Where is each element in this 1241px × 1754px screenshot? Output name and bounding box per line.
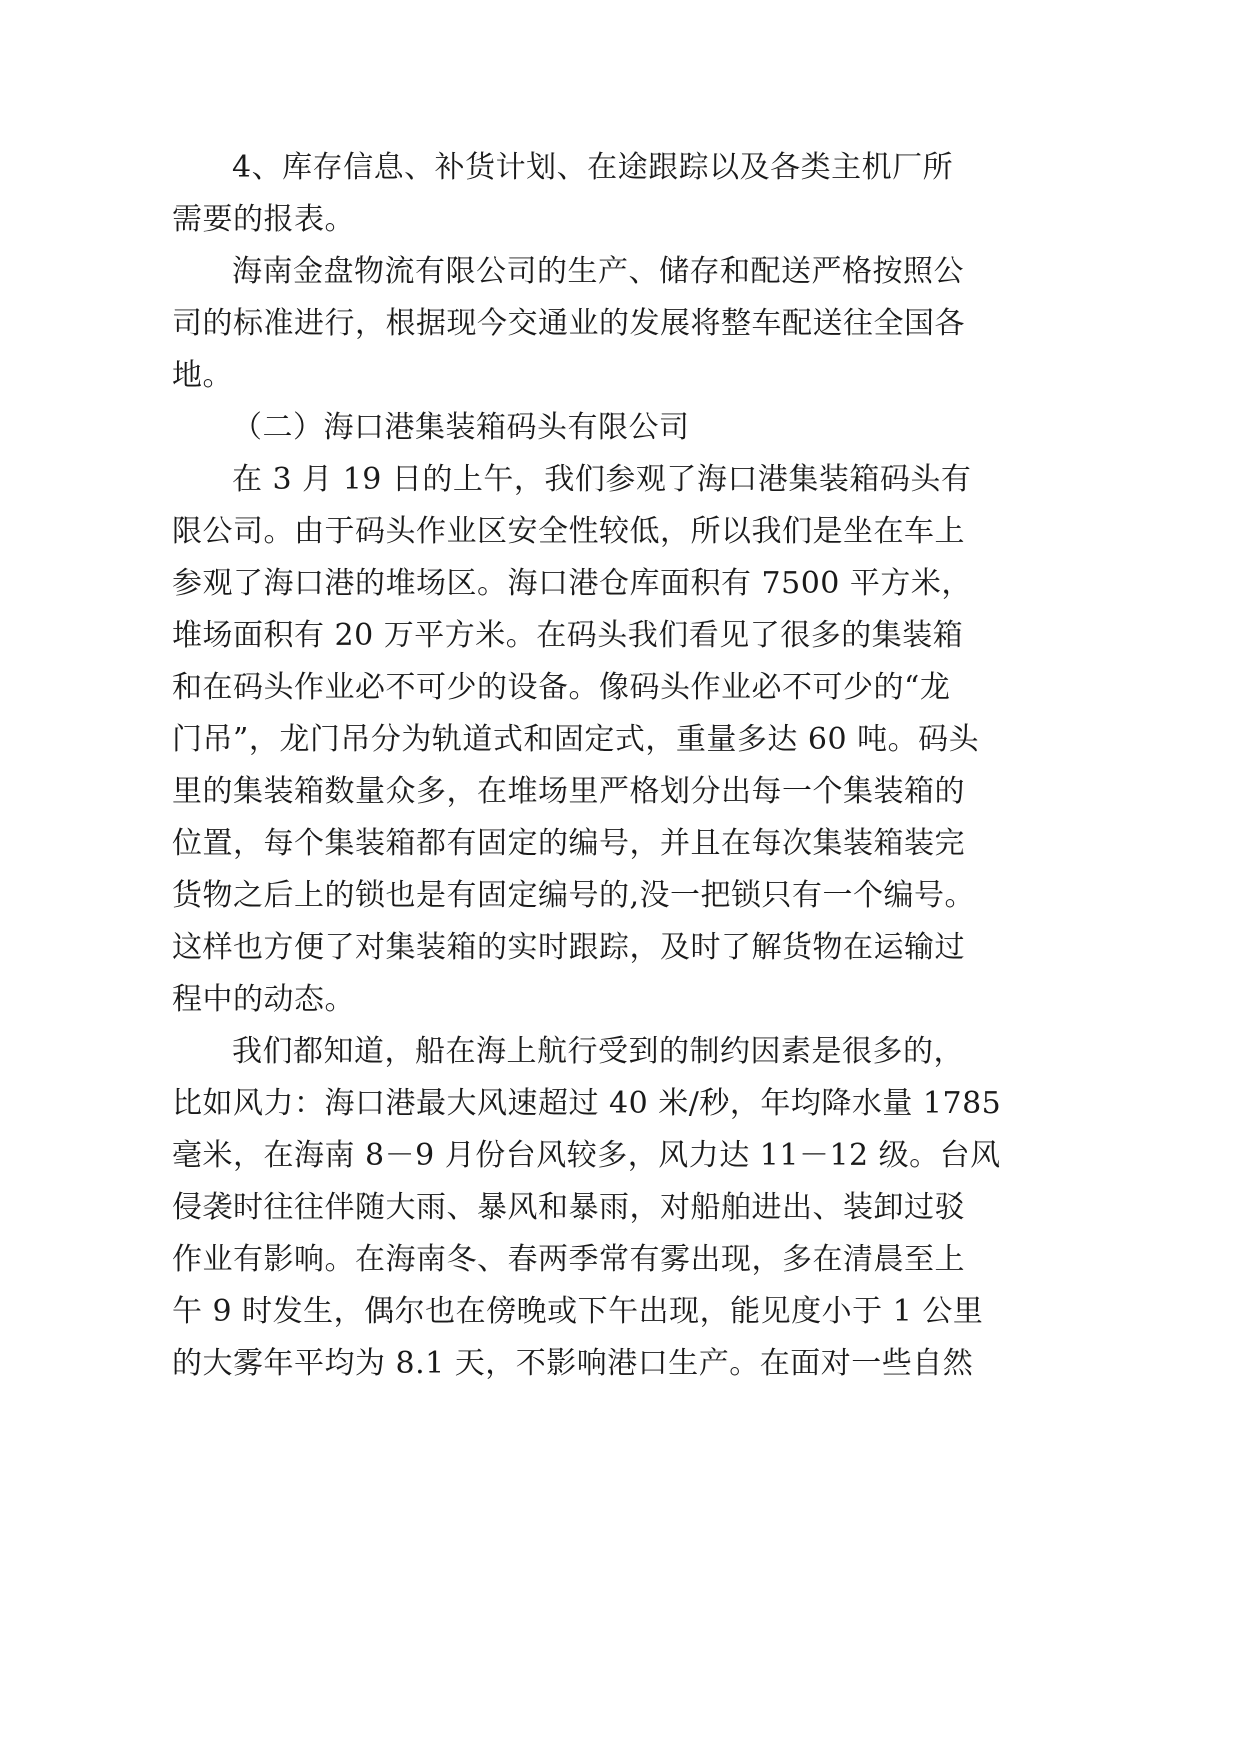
text-line: 司的标准进行，根据现今交通业的发展将整车配送往全国各 — [172, 306, 965, 341]
text-line: 和在码头作业必不可少的设备。像码头作业必不可少的“龙 — [172, 670, 951, 705]
text-line: 地。 — [172, 358, 233, 393]
text-line: 的大雾年平均为 8.1 天，不影响港口生产。在面对一些自然 — [172, 1346, 974, 1381]
text-line: 参观了海口港的堆场区。海口港仓库面积有 7500 平方米， — [172, 566, 972, 601]
text-line: 侵袭时往往伴随大雨、暴风和暴雨，对船舶进出、装卸过驳 — [172, 1190, 965, 1225]
text-line: 里的集装箱数量众多，在堆场里严格划分出每一个集装箱的 — [172, 774, 965, 809]
text-line: 在 3 月 19 日的上午，我们参观了海口港集装箱码头有 — [232, 462, 972, 497]
text-line: 位置，每个集装箱都有固定的编号，并且在每次集装箱装完 — [172, 826, 965, 861]
text-line: 这样也方便了对集装箱的实时跟踪，及时了解货物在运输过 — [172, 930, 965, 965]
text-line: 限公司。由于码头作业区安全性较低，所以我们是坐在车上 — [172, 514, 965, 549]
text-line: 4、库存信息、补货计划、在途跟踪以及各类主机厂所 — [232, 150, 954, 185]
text-line: 毫米，在海南 8－9 月份台风较多，风力达 11－12 级。台风 — [172, 1138, 1001, 1173]
text-line: 海南金盘物流有限公司的生产、储存和配送严格按照公 — [232, 254, 964, 289]
text-line: 门吊”，龙门吊分为轨道式和固定式，重量多达 60 吨。码头 — [172, 722, 980, 757]
text-line: 程中的动态。 — [172, 982, 355, 1017]
text-line: 比如风力：海口港最大风速超过 40 米/秒，年均降水量 1785 — [172, 1086, 1002, 1121]
section-heading: （二）海口港集装箱码头有限公司 — [232, 410, 690, 445]
text-line: 堆场面积有 20 万平方米。在码头我们看见了很多的集装箱 — [172, 618, 964, 653]
text-line: 货物之后上的锁也是有固定编号的,没一把锁只有一个编号。 — [172, 878, 976, 913]
text-line: 作业有影响。在海南冬、春两季常有雾出现，多在清晨至上 — [172, 1242, 965, 1277]
text-line: 午 9 时发生，偶尔也在傍晚或下午出现，能见度小于 1 公里 — [172, 1294, 984, 1329]
text-line: 需要的报表。 — [172, 202, 355, 237]
text-line: 我们都知道，船在海上航行受到的制约因素是很多的， — [232, 1034, 964, 1069]
